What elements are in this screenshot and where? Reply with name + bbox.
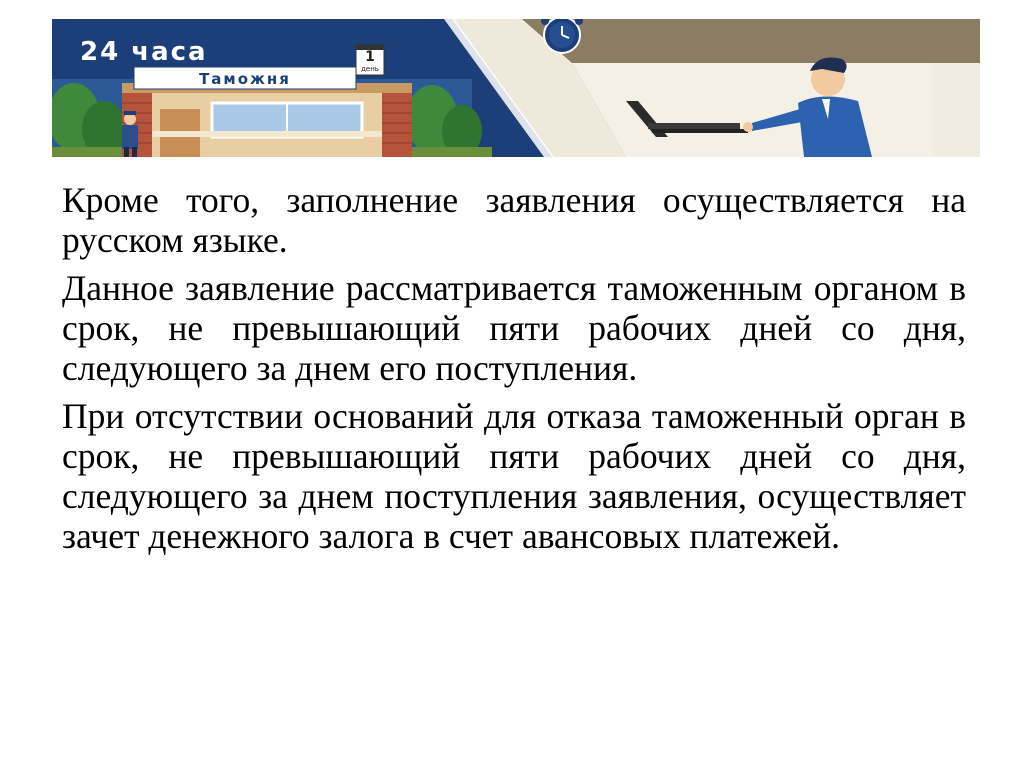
calendar-sub: день	[361, 65, 379, 73]
paragraph-1: Кроме того, заполнение заявления осуществляется на русском языке.	[62, 180, 966, 260]
paragraph-3: При отсутствии оснований для отказа таможенный орган в срок, не превышающий пяти рабочих дней со дня, следующего за днем поступления заявления, осуществляет зачет денежного залога в счет авансовых платежей.	[62, 396, 966, 556]
paragraph-2: Данное заявление рассматривается таможенным органом в срок, не превышающий пяти рабочих дней со дня, следующего за днем его поступления.	[62, 268, 966, 388]
banner-title: 24 часа	[80, 37, 208, 67]
calendar-day: 1	[365, 49, 375, 65]
header-banner	[52, 19, 980, 157]
body-text	[62, 180, 966, 564]
customs-sign-text: Таможня	[199, 70, 291, 88]
